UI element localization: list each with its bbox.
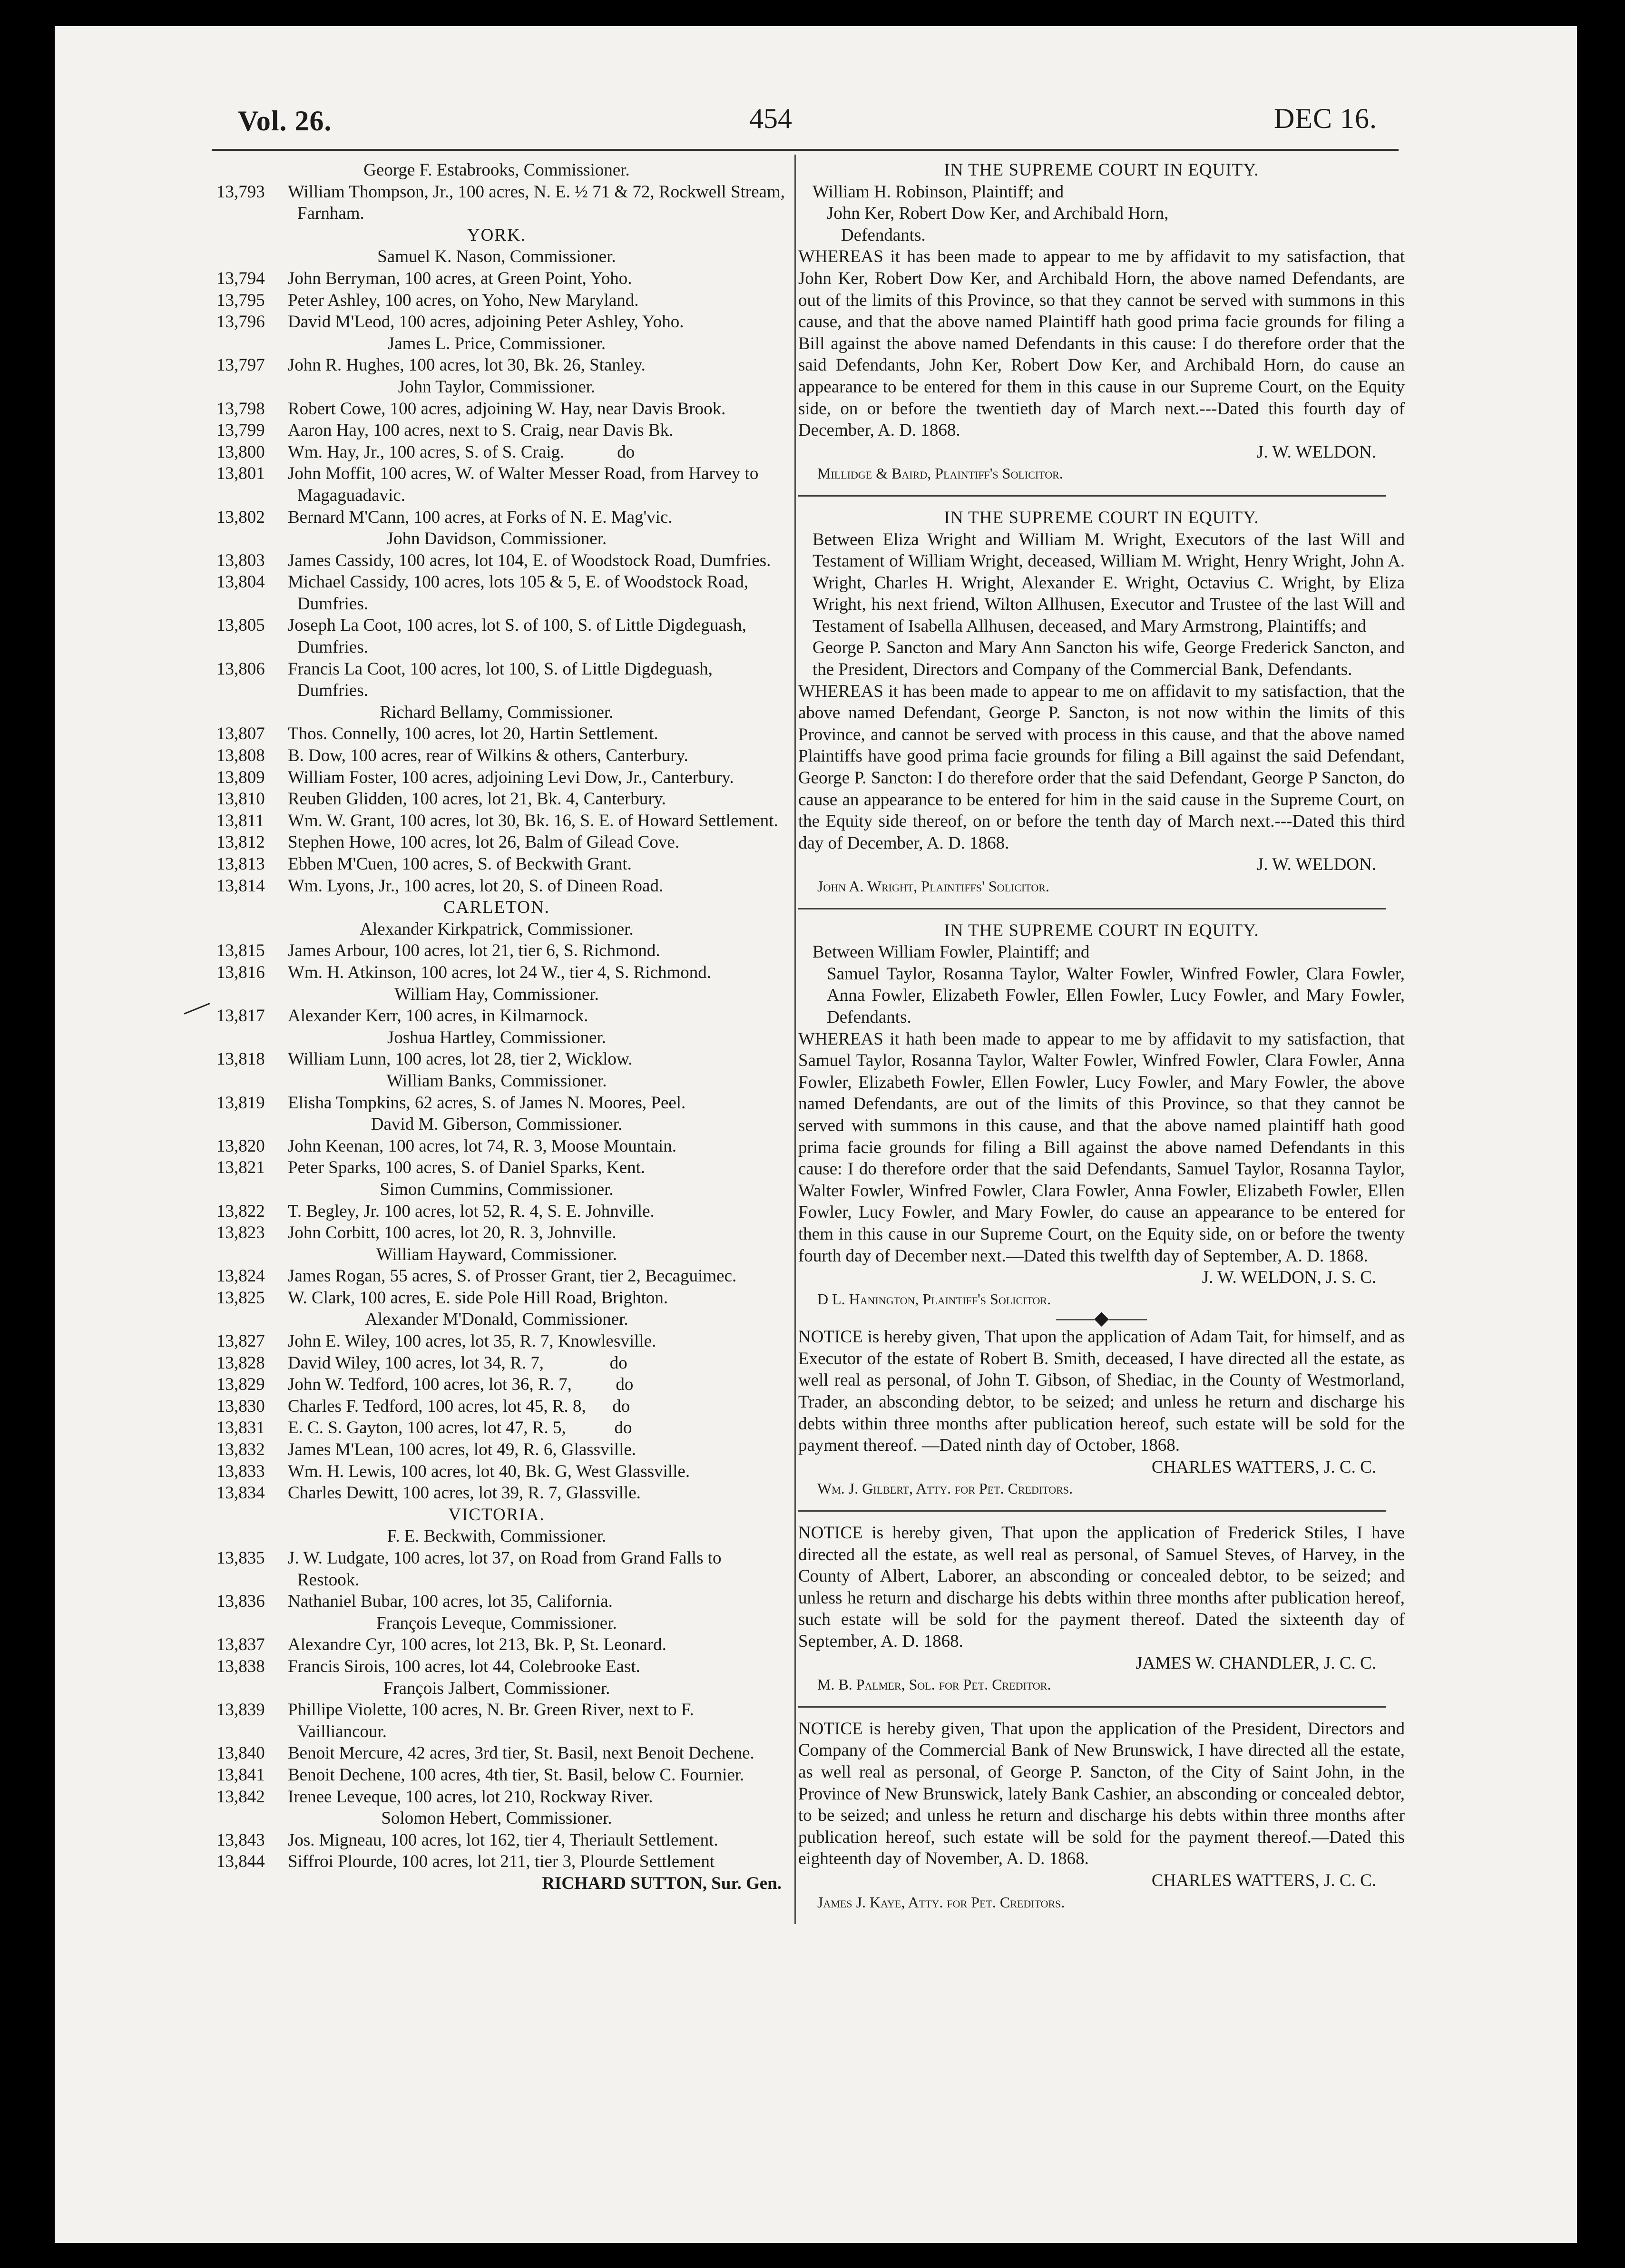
grant-text: Peter Sparks, 100 acres, S. of Daniel Sparks, Kent.: [288, 1158, 646, 1178]
equity-notice: [798, 159, 1405, 485]
notice-separator: [798, 1706, 1386, 1708]
grant-entry: [207, 1396, 786, 1418]
commissioner-heading: François Jalbert, Commissioner.: [383, 1678, 610, 1698]
judge-signature: J. W. WELDON.: [1256, 855, 1376, 875]
grant-entry: [207, 1417, 786, 1439]
grant-entry: [207, 1742, 786, 1764]
grant-text: James Rogan, 55 acres, S. of Prosser Grant, tier 2, Becaguimec.: [288, 1266, 737, 1286]
notice-body: NOTICE is hereby given, That upon the application of the President, Directors and Company of the Commercial Bank of New Brunswick, I have directed all the estate, as well real as personal, of George P. Sancton, of the City of Saint John, in the Province of New Brunswick, lately Bank Cashier, an absconding or concealed debtor, to be seized; and unless he return and discharge his debts within three months after publication hereof, such estate will be sold for the payment thereof.—Dated this eighteenth day of November, A. D. 1868.: [798, 1719, 1405, 1869]
grant-number: 13,828: [216, 1353, 265, 1373]
grant-number: 13,805: [216, 616, 265, 635]
grant-number: 13,807: [216, 724, 265, 744]
grant-text: Joseph La Coot, 100 acres, lot S. of 100, S. of Little Digdeguash, Dumfries.: [288, 616, 746, 657]
grant-text: Peter Ashley, 100 acres, on Yoho, New Maryland.: [288, 290, 639, 310]
notice-separator: [798, 495, 1386, 497]
grant-number: 13,818: [216, 1049, 265, 1069]
grant-text: Siffroi Plourde, 100 acres, lot 211, tier 3, Plourde Settlement: [288, 1852, 715, 1872]
solicitor-line: Wm. J. Gilbert, Atty. for Pet. Creditors.: [817, 1480, 1073, 1497]
grant-text: Irenee Leveque, 100 acres, lot 210, Rockway River.: [288, 1787, 653, 1807]
grant-text: B. Dow, 100 acres, rear of Wilkins & others, Canterbury.: [288, 746, 688, 766]
grant-number: 13,799: [216, 420, 265, 440]
check-mark: [184, 1003, 210, 1015]
grant-number: 13,794: [216, 268, 265, 288]
grant-text: Charles Dewitt, 100 acres, lot 39, R. 7, Glassville.: [288, 1483, 641, 1503]
commissioner-heading: John Taylor, Commissioner.: [398, 377, 596, 397]
legal-notices-column: [798, 159, 1405, 1913]
grant-entry: [207, 1634, 786, 1656]
page-number: 454: [749, 103, 792, 134]
grant-entry: [207, 853, 786, 875]
grant-entry: [207, 658, 786, 702]
grant-text: E. C. S. Gayton, 100 acres, lot 47, R. 5, do: [288, 1418, 632, 1438]
grant-number: 13,808: [216, 746, 265, 766]
grant-entry: [207, 354, 786, 376]
grant-text: Robert Cowe, 100 acres, adjoining W. Hay, near Davis Brook.: [288, 399, 726, 419]
grant-entry: [207, 571, 786, 615]
grant-text: Wm. H. Atkinson, 100 acres, lot 24 W., tier 4, S. Richmond.: [288, 962, 712, 982]
commissioner-heading: James L. Price, Commissioner.: [387, 333, 606, 353]
judge-signature: CHARLES WATTERS, J. C. C.: [1151, 1870, 1376, 1890]
grant-entry: [207, 1461, 786, 1483]
grant-entry: [207, 1547, 786, 1591]
parties-line: Between William Fowler, Plaintiff; and: [812, 942, 1090, 962]
grant-text: Phillipe Violette, 100 acres, N. Br. Green River, next to F. Vailliancour.: [288, 1700, 694, 1741]
grant-number: 13,829: [216, 1375, 265, 1395]
grant-text: Elisha Tompkins, 62 acres, S. of James N. Moores, Peel.: [288, 1093, 686, 1113]
parties-line: John Ker, Robert Dow Ker, and Archibald Horn,: [827, 204, 1169, 224]
grant-number: 13,821: [216, 1158, 265, 1178]
notice-body: WHEREAS it has been made to appear to me by affidavit to my satisfaction, that John Ker, Robert Dow Ker, and Archibald Horn, the above named Defendants, are out of the limits of this Province, so that they cannot be served with summons in this cause, and that the above named Plaintiff hath good prima facie grounds for filing a Bill against the above named Defendants in this cause: I do therefore order that the said Defendants, John Ker, Robert Dow Ker, and Archibald Horn, do cause an appearance to be entered for them in this cause in our Supreme Court, on the Equity side, on or before the twentieth day of March next.---Dated this fourth day of December, A. D. 1868.: [798, 247, 1405, 440]
grant-entry: [207, 1330, 786, 1352]
grant-entry: [207, 1048, 786, 1070]
grant-text: Benoit Mercure, 42 acres, 3rd tier, St. Basil, next Benoit Dechene.: [288, 1743, 754, 1763]
county-heading: VICTORIA.: [448, 1505, 545, 1525]
notice-body: WHEREAS it has been made to appear to me on affidavit to my satisfaction, that the above named Defendant, George P. Sancton, is not now within the limits of this Province, and cannot be served with process in this cause, and that the above named Plaintiffs have good prima facie grounds for filing a Bill against the said Defendant, George P. Sancton: I do therefore order that the said Defendant, George P Sancton, do cause an appearance to be entered for him in the said cause in the Supreme Court, on the Equity side thereof, on or before the tenth day of March next.---Dated this third day of December, A. D. 1868.: [798, 681, 1405, 853]
grant-number: 13,837: [216, 1635, 265, 1655]
county-heading: YORK.: [467, 225, 527, 245]
grant-number: 13,843: [216, 1830, 265, 1850]
grant-number: 13,835: [216, 1548, 265, 1568]
judge-signature: J. W. WELDON, J. S. C.: [1202, 1268, 1376, 1288]
grant-number: 13,796: [216, 312, 265, 332]
grant-text: Francis Sirois, 100 acres, lot 44, Colebrooke East.: [288, 1656, 640, 1676]
grant-number: 13,827: [216, 1331, 265, 1351]
land-grants-column: [207, 159, 786, 1895]
county-heading: CARLETON.: [443, 898, 550, 918]
grant-number: 13,797: [216, 355, 265, 375]
column-divider: [794, 155, 796, 1924]
commissioner-heading: David M. Giberson, Commissioner.: [371, 1114, 623, 1134]
gazette-page: [55, 26, 1577, 2243]
grant-number: 13,812: [216, 832, 265, 852]
grant-entry: [207, 1005, 786, 1027]
commissioner-heading: John Davidson, Commissioner.: [386, 529, 607, 549]
grant-text: James Arbour, 100 acres, lot 21, tier 6, S. Richmond.: [288, 941, 660, 961]
notice-body: WHEREAS it hath been made to appear to me by affidavit to my satisfaction, that Samuel Taylor, Rosanna Taylor, Walter Fowler, Winfred Fowler, Clara Fowler, Anna Fowler, Elizabeth Fowler, Ellen Fowler, Lucy Fowler, and Mary Fowler, the above named Defendants, are out of the limits of this Province, so that they cannot be served with summons in this cause, and that the above named plaintiff hath good prima facie grounds for filing a Bill against the above named Defendants in this cause: I do therefore order that the said Defendants, Samuel Taylor, Rosanna Taylor, Walter Fowler, Winfred Fowler, Clara Fowler, Anna Fowler, Elizabeth Fowler, Ellen Fowler, Lucy Fowler, and Mary Fowler, do cause an appearance to be entered for them in this cause in our Supreme Court, on the Equity side, on or before the twenty fourth day of December next.—Dated this twelfth day of September, A. D. 1868.: [798, 1029, 1405, 1266]
grant-entry: [207, 1352, 786, 1374]
grant-text: David Wiley, 100 acres, lot 34, R. 7, do: [288, 1353, 627, 1373]
ornament-divider: ——◆——: [1056, 1307, 1147, 1329]
grant-entry: [207, 745, 786, 767]
grant-text: Wm. W. Grant, 100 acres, lot 30, Bk. 16, S. E. of Howard Settlement.: [288, 811, 778, 831]
grant-number: 13,809: [216, 767, 265, 787]
surveyor-general-signature: RICHARD SUTTON, Sur. Gen.: [542, 1873, 782, 1893]
grant-text: William Foster, 100 acres, adjoining Levi Dow, Jr., Canterbury.: [288, 767, 734, 787]
grant-text: Aaron Hay, 100 acres, next to S. Craig, near Davis Bk.: [288, 420, 674, 440]
absconding-debtor-notice: [798, 1326, 1405, 1500]
grant-number: 13,824: [216, 1266, 265, 1286]
grant-entry: [207, 290, 786, 312]
grant-entry: [207, 463, 786, 506]
grant-number: 13,811: [216, 811, 264, 831]
grant-text: T. Begley, Jr. 100 acres, lot 52, R. 4, S. E. Johnville.: [288, 1201, 655, 1221]
grant-entry: [207, 940, 786, 962]
grant-number: 13,822: [216, 1201, 265, 1221]
grant-number: 13,802: [216, 507, 265, 527]
grant-text: Wm. H. Lewis, 100 acres, lot 40, Bk. G, West Glassville.: [288, 1461, 690, 1481]
court-heading: IN THE SUPREME COURT IN EQUITY.: [944, 508, 1259, 528]
grant-text: Alexandre Cyr, 100 acres, lot 213, Bk. P, St. Leonard.: [288, 1635, 666, 1655]
grant-number: 13,834: [216, 1483, 265, 1503]
judge-signature: CHARLES WATTERS, J. C. C.: [1151, 1457, 1376, 1477]
grant-text: Francis La Coot, 100 acres, lot 100, S. of Little Digdeguash, Dumfries.: [288, 659, 713, 701]
grant-text: John Keenan, 100 acres, lot 74, R. 3, Moose Mountain.: [288, 1136, 676, 1156]
grant-entry: [207, 1157, 786, 1179]
grant-number: 13,832: [216, 1440, 265, 1460]
grant-entry: [207, 1439, 786, 1461]
solicitor-line: John A. Wright, Plaintiffs' Solicitor.: [817, 878, 1049, 895]
commissioner-heading: Alexander Kirkpatrick, Commissioner.: [360, 919, 634, 939]
commissioner-heading: William Hay, Commissioner.: [394, 984, 599, 1004]
grant-number: 13,823: [216, 1223, 265, 1243]
grant-entry: [207, 1764, 786, 1786]
parties-line: William H. Robinson, Plaintiff; and: [812, 182, 1064, 202]
grant-text: Ebben M'Cuen, 100 acres, S. of Beckwith Grant.: [288, 854, 632, 874]
volume-label: Vol. 26.: [238, 105, 332, 137]
grant-number: 13,810: [216, 789, 265, 809]
issue-date: DEC 16.: [1274, 103, 1377, 134]
grant-text: Stephen Howe, 100 acres, lot 26, Balm of Gilead Cove.: [288, 832, 680, 852]
equity-notice: [798, 507, 1405, 898]
grant-entry: [207, 1201, 786, 1222]
grant-entry: [207, 1374, 786, 1396]
grant-entry: [207, 1656, 786, 1678]
grant-number: 13,844: [216, 1852, 265, 1872]
commissioner-heading: Simon Cummins, Commissioner.: [380, 1179, 614, 1199]
commissioner-heading: George F. Estabrooks, Commissioner.: [363, 160, 630, 180]
grant-number: 13,816: [216, 962, 265, 982]
notice-body: NOTICE is hereby given, That upon the application of Adam Tait, for himself, and as Executor of the estate of Robert B. Smith, deceased, I have directed all the estate, as well real as personal, of John T. Gibson, of Shediac, in the County of Westmorland, Trader, an absconding debtor, to be seized; and unless he return and discharge his debts within three months after publication hereof, such estate will be sold for the payment thereof. —Dated ninth day of October, 1868.: [798, 1327, 1405, 1456]
commissioner-heading: Joshua Hartley, Commissioner.: [387, 1027, 607, 1047]
grant-entry: [207, 615, 786, 658]
grant-entry: [207, 875, 786, 897]
grant-entry: [207, 1829, 786, 1851]
notice-body: NOTICE is hereby given, That upon the application of Frederick Stiles, I have directed all the estate, as well real as personal, of Samuel Steves, of Harvey, in the County of Albert, Laborer, an absconding or concealed debtor, to be seized; and unless he return and discharge his debts within three months after publication hereof, such estate will be sold for the payment thereof. Dated the sixteenth day of September, A. D. 1868.: [798, 1523, 1405, 1651]
grant-number: 13,830: [216, 1396, 265, 1416]
commissioner-heading: F. E. Beckwith, Commissioner.: [387, 1526, 607, 1546]
solicitor-line: James J. Kaye, Atty. for Pet. Creditors.: [817, 1893, 1065, 1911]
commissioner-heading: Samuel K. Nason, Commissioner.: [377, 247, 616, 267]
absconding-debtor-notice: [798, 1522, 1405, 1696]
solicitor-line: Millidge & Baird, Plaintiff's Solicitor.: [817, 465, 1063, 482]
grant-entry: [207, 831, 786, 853]
grant-number: 13,831: [216, 1418, 265, 1438]
grant-entry: [207, 268, 786, 290]
header-rule: [212, 149, 1399, 151]
commissioner-heading: William Hayward, Commissioner.: [376, 1244, 617, 1264]
grant-number: 13,841: [216, 1765, 265, 1785]
grant-text: Thos. Connelly, 100 acres, lot 20, Hartin Settlement.: [288, 724, 658, 744]
grant-text: John Corbitt, 100 acres, lot 20, R. 3, Johnville.: [288, 1223, 617, 1243]
grant-text: John R. Hughes, 100 acres, lot 30, Bk. 26, Stanley.: [288, 355, 646, 375]
grant-entry: [207, 767, 786, 789]
grant-entry: [207, 398, 786, 420]
grant-text: David M'Leod, 100 acres, adjoining Peter Ashley, Yoho.: [288, 312, 684, 332]
grant-number: 13,803: [216, 550, 265, 570]
court-heading: IN THE SUPREME COURT IN EQUITY.: [944, 160, 1259, 180]
grant-entry: [207, 1786, 786, 1808]
grant-entry: [207, 723, 786, 745]
grant-text: Bernard M'Cann, 100 acres, at Forks of N. E. Mag'vic.: [288, 507, 673, 527]
commissioner-heading: Solomon Hebert, Commissioner.: [381, 1809, 612, 1828]
grant-text: William Lunn, 100 acres, lot 28, tier 2, Wicklow.: [288, 1049, 633, 1069]
grant-text: John E. Wiley, 100 acres, lot 35, R. 7, Knowlesville.: [288, 1331, 656, 1351]
grant-number: 13,795: [216, 290, 265, 310]
grant-text: John Berryman, 100 acres, at Green Point, Yoho.: [288, 268, 632, 288]
grant-entry: [207, 1287, 786, 1309]
grant-text: Reuben Glidden, 100 acres, lot 21, Bk. 4, Canterbury.: [288, 789, 666, 809]
grant-number: 13,838: [216, 1656, 265, 1676]
grant-entry: [207, 1265, 786, 1287]
grant-number: 13,793: [216, 182, 265, 202]
grant-text: Wm. Hay, Jr., 100 acres, S. of S. Craig. do: [288, 442, 635, 462]
grant-text: John W. Tedford, 100 acres, lot 36, R. 7, do: [288, 1375, 634, 1395]
equity-notice: [798, 920, 1405, 1310]
absconding-debtor-notice: [798, 1718, 1405, 1913]
grant-number: 13,839: [216, 1700, 265, 1720]
grant-number: 13,815: [216, 941, 265, 961]
grant-number: 13,825: [216, 1288, 265, 1308]
grant-entry: [207, 810, 786, 832]
grant-entry: [207, 1699, 786, 1742]
grant-entry: [207, 311, 786, 333]
grant-text: John Moffit, 100 acres, W. of Walter Messer Road, from Harvey to Magaguadavic.: [288, 464, 759, 505]
grant-number: 13,806: [216, 659, 265, 679]
grant-text: Benoit Dechene, 100 acres, 4th tier, St. Basil, below C. Fournier.: [288, 1765, 744, 1785]
commissioner-heading: François Leveque, Commissioner.: [376, 1613, 617, 1633]
grant-number: 13,833: [216, 1461, 265, 1481]
grant-entry: [207, 788, 786, 810]
grant-text: James M'Lean, 100 acres, lot 49, R. 6, Glassville.: [288, 1440, 636, 1460]
grant-number: 13,836: [216, 1592, 265, 1612]
parties-line: Defendants.: [841, 225, 926, 245]
notice-separator: [798, 908, 1386, 909]
grant-entry: [207, 1851, 786, 1873]
grant-text: Jos. Migneau, 100 acres, lot 162, tier 4, Theriault Settlement.: [288, 1830, 718, 1850]
grant-entry: [207, 507, 786, 528]
parties-line: Between Eliza Wright and William M. Wright, Executors of the last Will and Testament of William Wright, deceased, William M. Wright, Henry Wright, John A. Wright, Charles H. Wright, Alexander E. Wright, Octavius C. Wright, by Eliza Wright, his next friend, Wilton Allhusen, Executor and Trustee of the last Will and Testament of Isabella Allhusen, deceased, and Mary Armstrong, Plaintiffs; and: [812, 529, 1405, 636]
grant-number: 13,813: [216, 854, 265, 874]
commissioner-heading: Alexander M'Donald, Commissioner.: [365, 1310, 628, 1330]
grant-number: 13,820: [216, 1136, 265, 1156]
parties-line: George P. Sancton and Mary Ann Sancton his wife, George Frederick Sancton, and the President, Directors and Company of the Commercial Bank, Defendants.: [812, 638, 1405, 680]
grant-entry: [207, 550, 786, 572]
grant-entry: [207, 441, 786, 463]
grant-number: 13,842: [216, 1787, 265, 1807]
grant-number: 13,840: [216, 1743, 265, 1763]
grant-text: James Cassidy, 100 acres, lot 104, E. of Woodstock Road, Dumfries.: [288, 550, 771, 570]
grant-entry: [207, 962, 786, 984]
grant-number: 13,804: [216, 572, 265, 592]
commissioner-heading: Richard Bellamy, Commissioner.: [380, 702, 614, 722]
grant-number: 13,817: [216, 1006, 265, 1026]
grant-entry: [207, 1591, 786, 1613]
grant-text: Michael Cassidy, 100 acres, lots 105 & 5, E. of Woodstock Road, Dumfries.: [288, 572, 749, 614]
judge-signature: J. W. WELDON.: [1256, 442, 1376, 462]
grant-text: J. W. Ludgate, 100 acres, lot 37, on Road from Grand Falls to Restook.: [288, 1548, 722, 1590]
grant-number: 13,801: [216, 464, 265, 484]
parties-line: Samuel Taylor, Rosanna Taylor, Walter Fowler, Winfred Fowler, Clara Fowler, Anna Fowler, Elizabeth Fowler, Ellen Fowler, Lucy Fowler, and Mary Fowler, Defendants.: [827, 964, 1405, 1027]
grant-text: W. Clark, 100 acres, E. side Pole Hill Road, Brighton.: [288, 1288, 668, 1308]
notice-separator: [798, 1510, 1386, 1512]
commissioner-heading: William Banks, Commissioner.: [386, 1071, 607, 1091]
grant-entry: [207, 1482, 786, 1504]
grant-entry: [207, 181, 786, 225]
grant-text: Nathaniel Bubar, 100 acres, lot 35, California.: [288, 1592, 613, 1612]
solicitor-line: D L. Hanington, Plaintiff's Solicitor.: [817, 1290, 1051, 1308]
grant-entry: [207, 1092, 786, 1114]
grant-text: Charles F. Tedford, 100 acres, lot 45, R. 8, do: [288, 1396, 630, 1416]
grant-number: 13,800: [216, 442, 265, 462]
court-heading: IN THE SUPREME COURT IN EQUITY.: [944, 920, 1259, 940]
grant-text: William Thompson, Jr., 100 acres, N. E. ½ 71 & 72, Rockwell Stream, Farnham.: [288, 182, 785, 224]
grant-entry: [207, 1222, 786, 1244]
solicitor-line: M. B. Palmer, Sol. for Pet. Creditor.: [817, 1676, 1051, 1693]
grant-text: Wm. Lyons, Jr., 100 acres, lot 20, S. of Dineen Road.: [288, 876, 664, 896]
grant-entry: [207, 420, 786, 441]
grant-number: 13,819: [216, 1093, 265, 1113]
grant-number: 13,798: [216, 399, 265, 419]
judge-signature: JAMES W. CHANDLER, J. C. C.: [1136, 1653, 1376, 1673]
grant-text: Alexander Kerr, 100 acres, in Kilmarnock.: [288, 1006, 588, 1026]
page-header: [55, 26, 1577, 169]
grant-number: 13,814: [216, 876, 265, 896]
grant-entry: [207, 1135, 786, 1157]
